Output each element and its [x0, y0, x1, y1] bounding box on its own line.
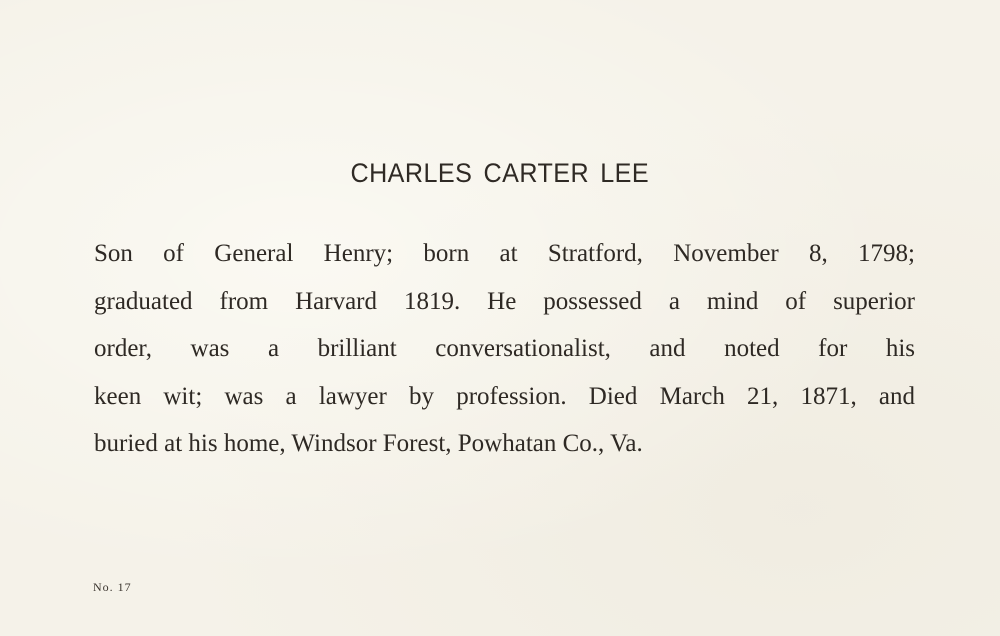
card-title: CHARLES CARTER LEE — [350, 158, 650, 188]
biography-line: Son of General Henry; born at Stratford, November 8, 1798; — [94, 240, 915, 267]
biography-line: order, was a brilliant conversationalist, and noted for his — [94, 335, 915, 362]
biography-line: graduated from Harvard 1819. He possessed a mind of superior — [94, 287, 915, 315]
card-number: No. 17 — [93, 580, 132, 594]
biography-text — [94, 230, 915, 468]
biography-line: buried at his home, Windsor Forest, Powhatan Co., Va. — [94, 430, 643, 457]
biography-line: keen wit; was a lawyer by profession. Died March 21, 1871, and — [94, 382, 915, 410]
